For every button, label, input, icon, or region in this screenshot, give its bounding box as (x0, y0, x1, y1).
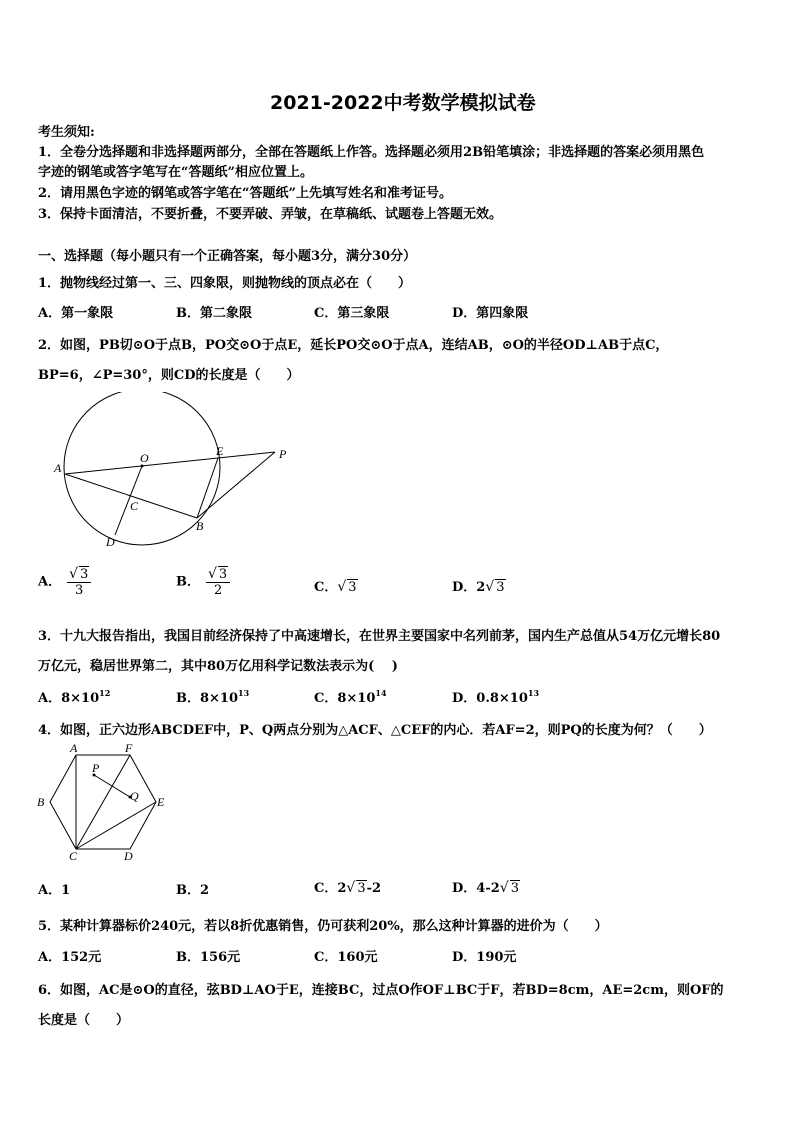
option-d: D．2√ 3 (452, 579, 505, 595)
label-c: C (69, 849, 78, 863)
label-d: D (124, 849, 133, 863)
option-c: C．2√ 3-2 (314, 880, 382, 896)
option-c: C．第三象限 (314, 306, 390, 321)
label-q: Q (130, 789, 139, 803)
question-stem: BP=6，∠P=30°，则CD的长度是（ ） (38, 368, 300, 383)
option-d: D．4-2√ 3 (452, 880, 519, 896)
question-stem: 6．如图，AC是⊙O的直径，弦BD⊥AO于E，连接BC，过点O作OF⊥BC于F，若BD=8cm，AE=2cm，则OF的 (38, 983, 724, 998)
option-b: B．2 (176, 883, 210, 898)
circle-tangent-figure (50, 392, 300, 552)
question-stem: 1．抛物线经过第一、三、四象限，则抛物线的顶点必在（ ） (38, 276, 412, 291)
label-e: E (157, 795, 165, 809)
option-a: A．1 (38, 883, 71, 898)
option-c: C．160元 (314, 950, 378, 965)
label-b: B (37, 795, 45, 809)
label-c: C (130, 499, 139, 513)
question-stem: 万亿元，稳居世界第二，其中80万亿用科学记数法表示为( ) (38, 659, 398, 674)
option-a: A．$8\times 10^{12}$ (38, 688, 111, 706)
page-title: 2021-2022中考数学模拟试卷 (270, 92, 536, 114)
option-b: B．$8\times 10^{13}$ (176, 688, 250, 706)
notice-line: 1．全卷分选择题和非选择题两部分，全部在答题纸上作答。选择题必须用2B铅笔填涂；非选择题的答案必须用黑色 (38, 145, 705, 160)
option-b: B． $\frac{√ 3}{2}$ (176, 566, 230, 598)
question-stem: 4．如图，正六边形ABCDEF中，P、Q两点分别为△ACF、△CEF的内心．若AF=2，则PQ的长度为何？（ ） (38, 723, 712, 738)
label-b: B (196, 519, 204, 533)
option-a: A． $\frac{√ 3}{3}$ (38, 566, 91, 598)
label-f: F (125, 742, 133, 755)
option-a: A．第一象限 (38, 306, 114, 321)
question-stem: 2．如图，PB切⊙O于点B，PO交⊙O于点E，延长PO交⊙O于点A，连结AB，⊙O的半径OD⊥AB于点C， (38, 338, 669, 353)
label-p: P (92, 761, 100, 775)
question-stem: 5．某种计算器标价240元，若以8折优惠销售，仍可获利20%，那么这种计算器的进价为（ ） (38, 919, 608, 934)
notice-line: 2．请用黑色字迹的钢笔或答字笔在“答题纸”上先填写姓名和准考证号。 (38, 186, 453, 201)
label-a: A (70, 742, 78, 755)
label-o: O (140, 451, 149, 465)
hexagon-figure (34, 742, 174, 866)
question-stem: 长度是（ ） (38, 1013, 130, 1028)
option-c: C．√ 3 (314, 579, 357, 595)
option-b: B．第二象限 (176, 306, 252, 321)
label-a: A (54, 461, 62, 475)
label-d: D (106, 535, 115, 549)
option-d: D．$0.8\times 10^{13}$ (452, 688, 540, 706)
option-a: A．152元 (38, 950, 102, 965)
section-heading: 一、选择题（每小题只有一个正确答案，每小题3分，满分30分） (38, 249, 417, 264)
option-d: D．第四象限 (452, 306, 529, 321)
notice-heading: 考生须知: (38, 125, 95, 140)
option-c: C．$8\times 10^{14}$ (314, 688, 387, 706)
option-d: D．190元 (452, 950, 517, 965)
question-stem: 3．十九大报告指出，我国目前经济保持了中高速增长，在世界主要国家中名列前茅，国内生产总值从54万亿元增长80 (38, 629, 721, 644)
notice-line: 字迹的钢笔或答字笔写在“答题纸”相应位置上。 (38, 165, 313, 180)
label-p: P (279, 447, 287, 461)
notice-line: 3．保持卡面清洁，不要折叠，不要弄破、弄皱，在草稿纸、试题卷上答题无效。 (38, 207, 503, 222)
label-e: E (216, 444, 224, 458)
option-b: B．156元 (176, 950, 241, 965)
